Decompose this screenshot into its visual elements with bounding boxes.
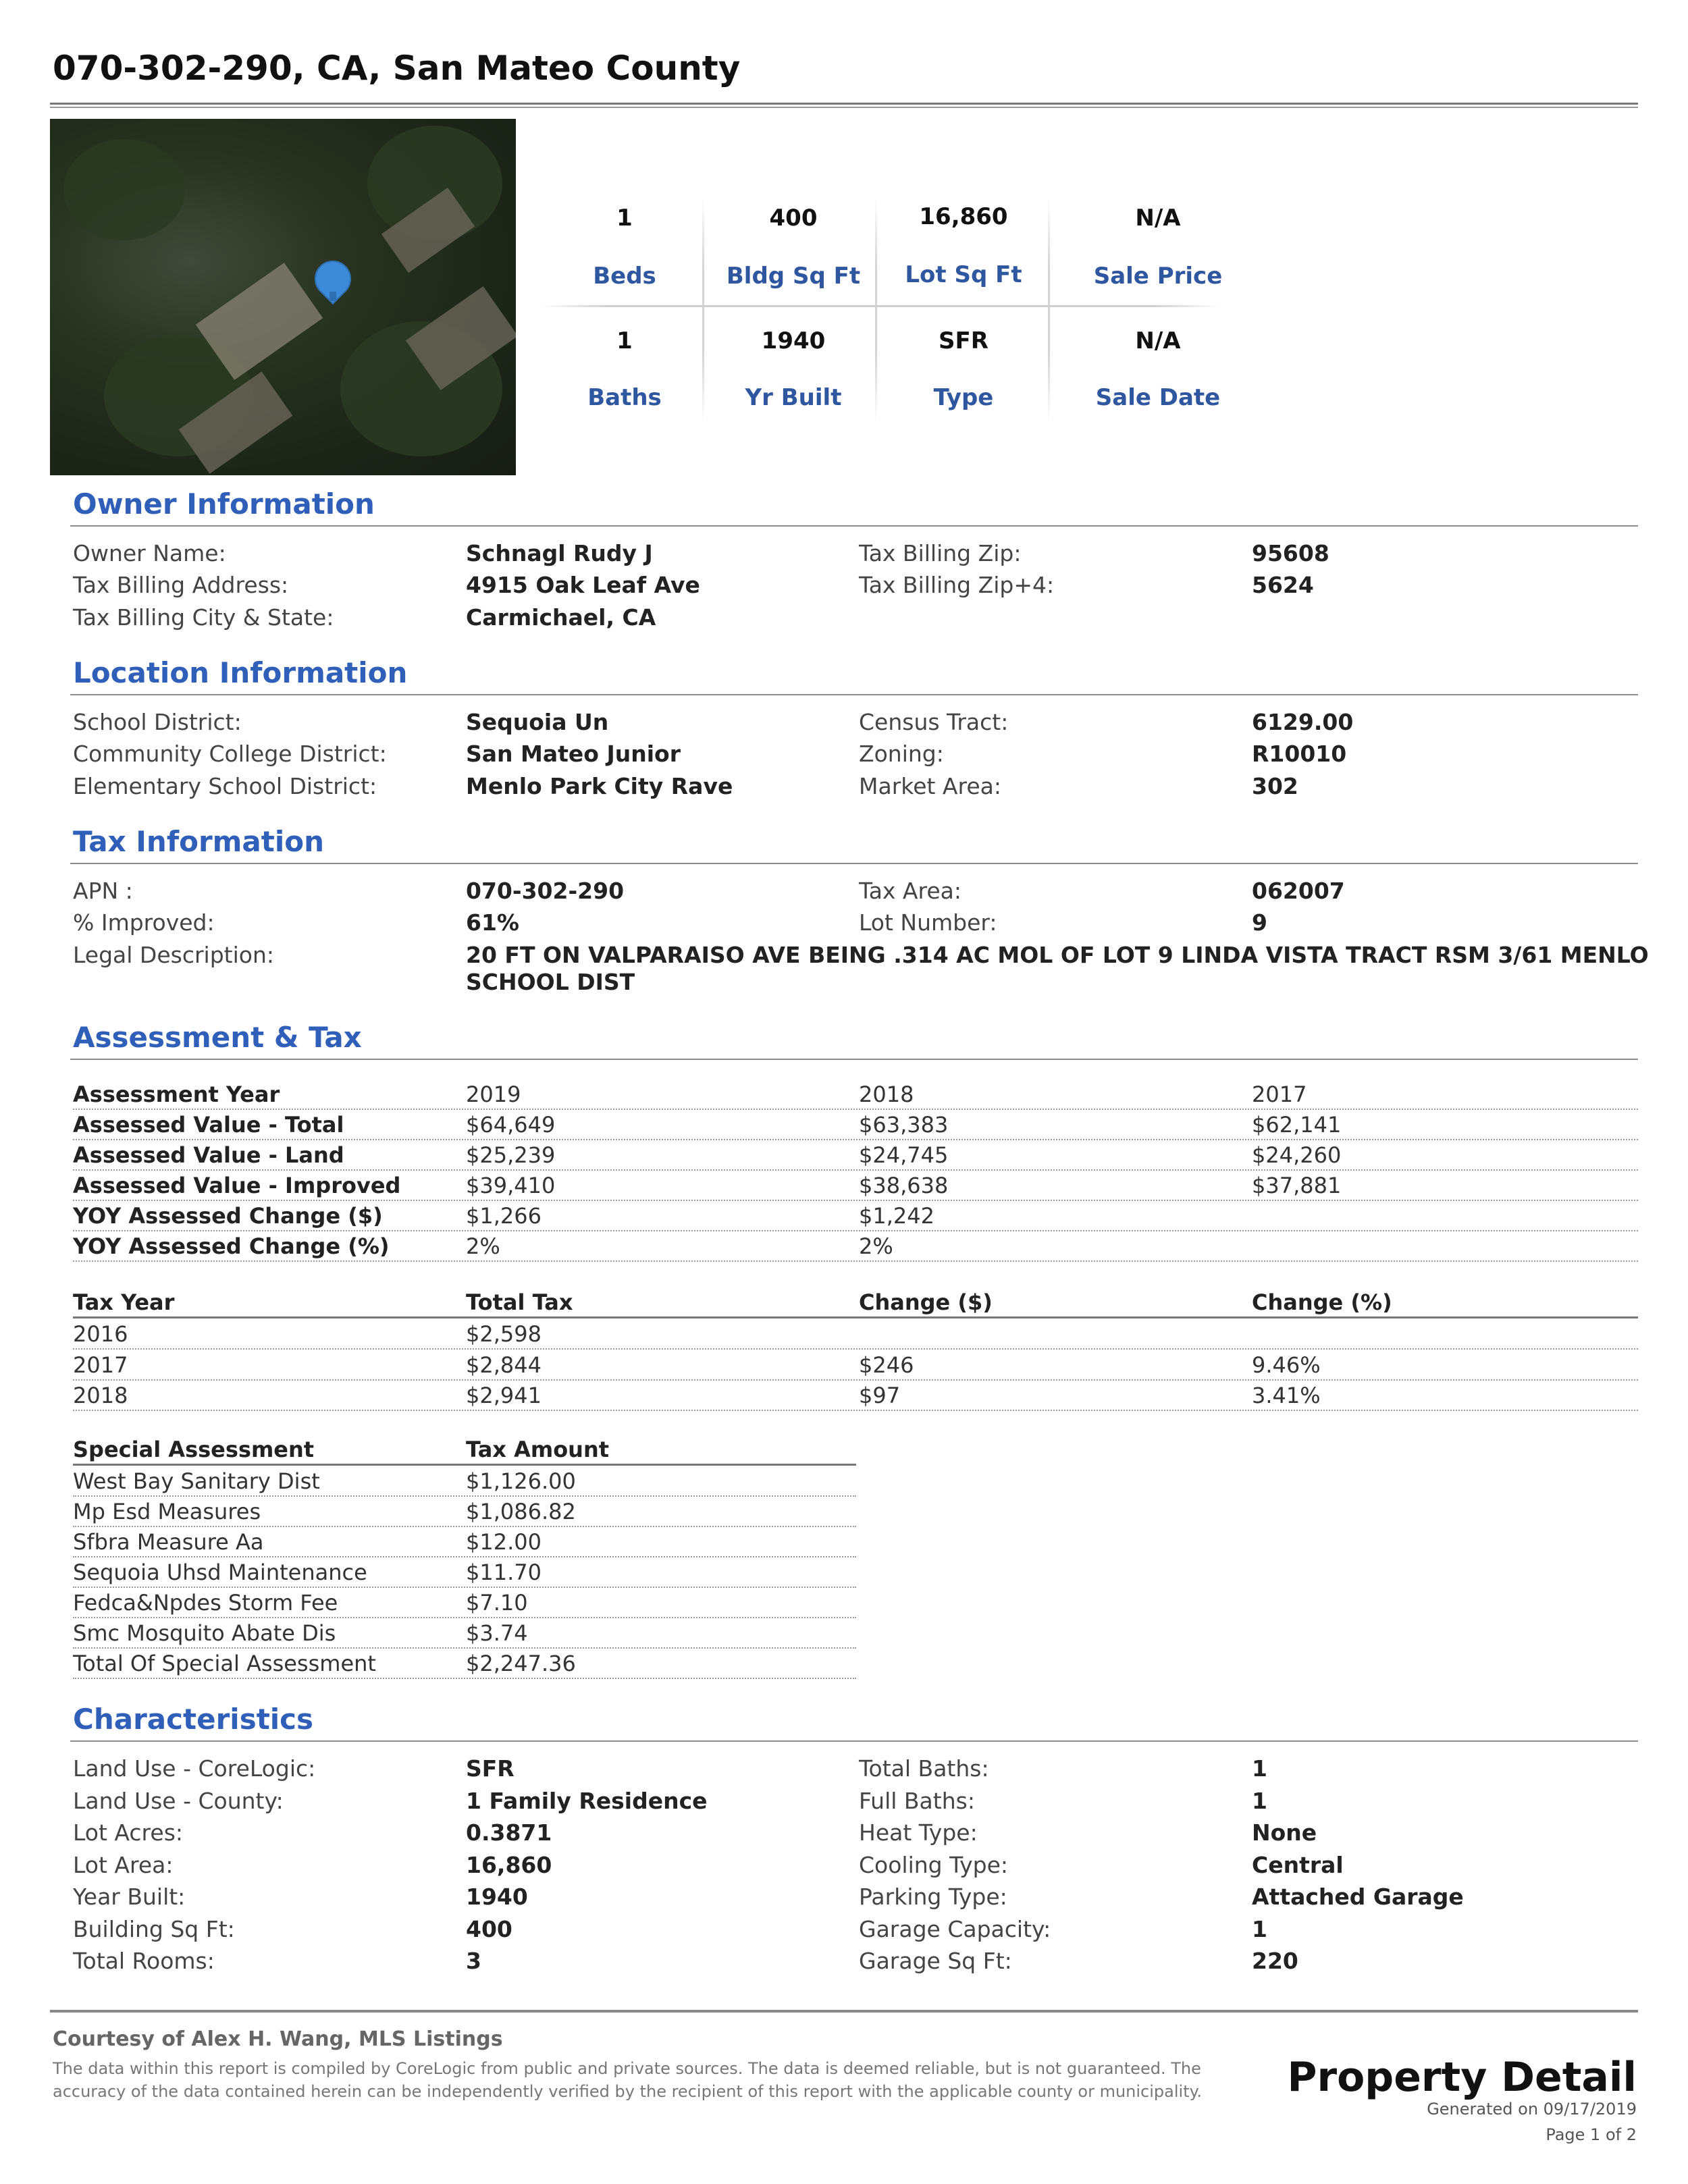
elementary-district-value: Menlo Park City Rave bbox=[466, 773, 733, 799]
table-cell: West Bay Sanitary Dist bbox=[73, 1468, 320, 1494]
table-cell: 9.46% bbox=[1252, 1352, 1321, 1378]
total-rooms-label: Total Rooms: bbox=[73, 1948, 215, 1974]
table-row bbox=[73, 1647, 856, 1679]
summary-beds-label: Beds bbox=[593, 263, 656, 290]
table-cell: $2,844 bbox=[466, 1352, 542, 1378]
lot-acres-value: 0.3871 bbox=[466, 1819, 552, 1846]
tax-section-title: Tax Information bbox=[73, 825, 324, 858]
table-row bbox=[73, 1077, 1638, 1110]
title-rule-secondary bbox=[50, 107, 1638, 108]
summary-baths-value: 1 bbox=[616, 327, 633, 354]
census-tract-value: 6129.00 bbox=[1252, 709, 1354, 735]
table-cell: $12.00 bbox=[466, 1529, 542, 1555]
cooling-type-value: Central bbox=[1252, 1852, 1344, 1878]
tax-billing-zip4-value: 5624 bbox=[1252, 572, 1314, 598]
garage-sqft-label: Garage Sq Ft: bbox=[859, 1948, 1012, 1974]
disclaimer-line-1: The data within this report is compiled by CoreLogic from public and private sources. The data is deemed reliable, but is not guaranteed. The bbox=[53, 2059, 1201, 2078]
summary-bldg-sqft-label: Bldg Sq Ft bbox=[726, 263, 861, 290]
section-rule bbox=[70, 1059, 1638, 1060]
table-cell: YOY Assessed Change ($) bbox=[73, 1203, 383, 1229]
table-cell: 2% bbox=[466, 1233, 500, 1259]
table-cell: 2018 bbox=[73, 1383, 128, 1408]
lot-area-label: Lot Area: bbox=[73, 1852, 174, 1878]
table-cell: $2,941 bbox=[466, 1383, 542, 1408]
table-cell: $38,638 bbox=[859, 1173, 949, 1198]
land-use-county-value: 1 Family Residence bbox=[466, 1788, 708, 1814]
tax-billing-zip-value: 95608 bbox=[1252, 540, 1329, 566]
table-cell: Fedca&Npdes Storm Fee bbox=[73, 1590, 338, 1616]
table-cell: $246 bbox=[859, 1352, 914, 1378]
college-district-value: San Mateo Junior bbox=[466, 741, 681, 767]
parking-type-label: Parking Type: bbox=[859, 1884, 1007, 1910]
owner-name-value: Schnagl Rudy J bbox=[466, 540, 653, 566]
table-cell: $3.74 bbox=[466, 1620, 528, 1646]
school-district-value: Sequoia Un bbox=[466, 709, 609, 735]
tax-billing-zip-label: Tax Billing Zip: bbox=[859, 540, 1022, 566]
census-tract-label: Census Tract: bbox=[859, 709, 1009, 735]
land-use-corelogic-label: Land Use - CoreLogic: bbox=[73, 1755, 316, 1782]
percent-improved-value: 61% bbox=[466, 909, 519, 936]
garage-capacity-label: Garage Capacity: bbox=[859, 1916, 1051, 1942]
summary-beds-value: 1 bbox=[616, 205, 633, 232]
section-rule bbox=[70, 694, 1638, 695]
building-sqft-label: Building Sq Ft: bbox=[73, 1916, 235, 1942]
garage-capacity-value: 1 bbox=[1252, 1916, 1267, 1942]
elementary-district-label: Elementary School District: bbox=[73, 773, 377, 799]
garage-sqft-value: 220 bbox=[1252, 1948, 1298, 1974]
table-header-cell: Change ($) bbox=[859, 1289, 993, 1315]
section-rule bbox=[70, 525, 1638, 527]
table-cell: $1,126.00 bbox=[466, 1468, 576, 1494]
year-built-label: Year Built: bbox=[73, 1884, 186, 1910]
table-cell: $64,649 bbox=[466, 1112, 556, 1138]
table-cell: Sfbra Measure Aa bbox=[73, 1529, 264, 1555]
table-cell: $2,598 bbox=[466, 1321, 542, 1347]
assessment-section-title: Assessment & Tax bbox=[73, 1021, 362, 1054]
tax-billing-address-label: Tax Billing Address: bbox=[73, 572, 289, 598]
table-row bbox=[73, 1229, 1638, 1262]
parking-type-value: Attached Garage bbox=[1252, 1884, 1464, 1910]
table-row bbox=[73, 1138, 1638, 1171]
summary-type-label: Type bbox=[933, 384, 994, 411]
legal-description-label: Legal Description: bbox=[73, 942, 274, 968]
table-cell: $2,247.36 bbox=[466, 1651, 576, 1676]
report-title: Property Detail bbox=[1287, 2054, 1637, 2101]
table-cell: $37,881 bbox=[1252, 1173, 1342, 1198]
building-sqft-value: 400 bbox=[466, 1916, 512, 1942]
table-header-cell: Tax Amount bbox=[466, 1437, 610, 1462]
summary-sale-date-value: N/A bbox=[1135, 327, 1181, 354]
tax-billing-zip4-label: Tax Billing Zip+4: bbox=[859, 572, 1055, 598]
summary-sale-price-value: N/A bbox=[1135, 205, 1181, 232]
table-cell: 2017 bbox=[1252, 1082, 1307, 1107]
college-district-label: Community College District: bbox=[73, 741, 387, 767]
lot-acres-label: Lot Acres: bbox=[73, 1819, 184, 1846]
table-cell: YOY Assessed Change (%) bbox=[73, 1233, 390, 1259]
table-cell: $63,383 bbox=[859, 1112, 949, 1138]
summary-lot-sqft-label: Lot Sq Ft bbox=[905, 261, 1022, 288]
lot-area-value: 16,860 bbox=[466, 1852, 552, 1878]
zoning-label: Zoning: bbox=[859, 741, 944, 767]
summary-baths-label: Baths bbox=[587, 384, 662, 411]
table-cell: $11.70 bbox=[466, 1560, 542, 1585]
legal-description-value: 20 FT ON VALPARAISO AVE BEING .314 AC MOL OF LOT 9 LINDA VISTA TRACT RSM 3/61 MENLO SCHOOL DIST bbox=[466, 942, 1649, 995]
table-row bbox=[73, 1555, 856, 1588]
table-cell: Assessment Year bbox=[73, 1082, 280, 1107]
table-header-cell: Change (%) bbox=[1252, 1289, 1392, 1315]
location-section-title: Location Information bbox=[73, 656, 408, 689]
table-cell: Smc Mosquito Abate Dis bbox=[73, 1620, 336, 1646]
total-baths-label: Total Baths: bbox=[859, 1755, 989, 1782]
table-cell: Assessed Value - Land bbox=[73, 1142, 344, 1168]
tax-area-value: 062007 bbox=[1252, 878, 1345, 904]
table-row bbox=[73, 1317, 1638, 1350]
table-cell: $24,745 bbox=[859, 1142, 949, 1168]
apn-label: APN : bbox=[73, 878, 133, 904]
characteristics-section-title: Characteristics bbox=[73, 1703, 314, 1736]
owner-name-label: Owner Name: bbox=[73, 540, 226, 566]
summary-sale-price-label: Sale Price bbox=[1093, 263, 1223, 290]
owner-section-title: Owner Information bbox=[73, 487, 375, 521]
table-cell: $1,086.82 bbox=[466, 1499, 576, 1524]
table-cell: $7.10 bbox=[466, 1590, 528, 1616]
table-cell: $25,239 bbox=[466, 1142, 556, 1168]
table-cell: 2017 bbox=[73, 1352, 128, 1378]
table-cell: $24,260 bbox=[1252, 1142, 1342, 1168]
zoning-value: R10010 bbox=[1252, 741, 1347, 767]
footer-rule bbox=[50, 2010, 1638, 2013]
table-cell: $97 bbox=[859, 1383, 901, 1408]
table-cell: $62,141 bbox=[1252, 1112, 1342, 1138]
table-cell: Total Of Special Assessment bbox=[73, 1651, 376, 1676]
courtesy-line: Courtesy of Alex H. Wang, MLS Listings bbox=[53, 2027, 503, 2051]
table-row bbox=[73, 1379, 1638, 1411]
table-cell: Mp Esd Measures bbox=[73, 1499, 261, 1524]
aerial-map[interactable] bbox=[50, 119, 516, 475]
heat-type-value: None bbox=[1252, 1819, 1317, 1846]
table-row bbox=[73, 1169, 1638, 1201]
land-use-county-label: Land Use - County: bbox=[73, 1788, 284, 1814]
apn-value: 070-302-290 bbox=[466, 878, 625, 904]
summary-yr-built-label: Yr Built bbox=[745, 384, 842, 411]
summary-sale-date-label: Sale Date bbox=[1095, 384, 1221, 411]
table-cell: 2018 bbox=[859, 1082, 914, 1107]
table-cell: Assessed Value - Total bbox=[73, 1112, 344, 1138]
page-title: 070-302-290, CA, San Mateo County bbox=[53, 49, 741, 88]
table-cell: 3.41% bbox=[1252, 1383, 1321, 1408]
heat-type-label: Heat Type: bbox=[859, 1819, 978, 1846]
tax-area-label: Tax Area: bbox=[859, 878, 961, 904]
summary-divider bbox=[702, 199, 704, 422]
table-cell: $1,242 bbox=[859, 1203, 934, 1229]
generated-date: Generated on 09/17/2019 bbox=[1427, 2100, 1637, 2119]
section-rule bbox=[70, 863, 1638, 864]
table-row bbox=[73, 1495, 856, 1527]
year-built-value: 1940 bbox=[466, 1884, 528, 1910]
tax-billing-city-label: Tax Billing City & State: bbox=[73, 604, 334, 631]
table-header-cell: Special Assessment bbox=[73, 1437, 315, 1462]
location-pin-tail bbox=[329, 292, 336, 301]
summary-lot-sqft-value: 16,860 bbox=[919, 203, 1008, 230]
market-area-value: 302 bbox=[1252, 773, 1298, 799]
map-foliage bbox=[63, 139, 185, 240]
disclaimer-line-2: accuracy of the data contained herein can be independently verified by the recipient of this report with the applicable county or municipality. bbox=[53, 2082, 1203, 2101]
tax-billing-address-value: 4915 Oak Leaf Ave bbox=[466, 572, 700, 598]
table-row bbox=[73, 1586, 856, 1618]
title-rule bbox=[50, 103, 1638, 105]
lot-number-label: Lot Number: bbox=[859, 909, 997, 936]
summary-type-value: SFR bbox=[939, 327, 988, 354]
full-baths-value: 1 bbox=[1252, 1788, 1267, 1814]
table-cell: $1,266 bbox=[466, 1203, 542, 1229]
table-header-cell: Total Tax bbox=[466, 1289, 573, 1315]
table-cell: 2% bbox=[859, 1233, 893, 1259]
table-row bbox=[73, 1348, 1638, 1381]
total-baths-value: 1 bbox=[1252, 1755, 1267, 1782]
total-rooms-value: 3 bbox=[466, 1948, 481, 1974]
school-district-label: School District: bbox=[73, 709, 242, 735]
summary-divider bbox=[540, 305, 1222, 307]
summary-divider bbox=[1048, 199, 1050, 422]
full-baths-label: Full Baths: bbox=[859, 1788, 975, 1814]
section-rule bbox=[70, 1740, 1638, 1742]
table-row bbox=[73, 1464, 856, 1497]
summary-bldg-sqft-value: 400 bbox=[769, 205, 818, 232]
table-cell: Assessed Value - Improved bbox=[73, 1173, 401, 1198]
summary-divider bbox=[875, 199, 877, 422]
table-row bbox=[73, 1199, 1638, 1231]
table-header-cell: Tax Year bbox=[73, 1289, 175, 1315]
table-header bbox=[73, 1285, 1638, 1319]
lot-number-value: 9 bbox=[1252, 909, 1267, 936]
table-header bbox=[73, 1433, 856, 1466]
cooling-type-label: Cooling Type: bbox=[859, 1852, 1009, 1878]
summary-yr-built-value: 1940 bbox=[761, 327, 826, 354]
page-number: Page 1 of 2 bbox=[1546, 2125, 1637, 2144]
table-row bbox=[73, 1525, 856, 1557]
land-use-corelogic-value: SFR bbox=[466, 1755, 515, 1782]
table-cell: Sequoia Uhsd Maintenance bbox=[73, 1560, 367, 1585]
market-area-label: Market Area: bbox=[859, 773, 1001, 799]
percent-improved-label: % Improved: bbox=[73, 909, 215, 936]
table-cell: 2019 bbox=[466, 1082, 521, 1107]
table-cell: 2016 bbox=[73, 1321, 128, 1347]
tax-billing-city-value: Carmichael, CA bbox=[466, 604, 656, 631]
table-row bbox=[73, 1108, 1638, 1140]
table-row bbox=[73, 1616, 856, 1649]
table-cell: $39,410 bbox=[466, 1173, 556, 1198]
